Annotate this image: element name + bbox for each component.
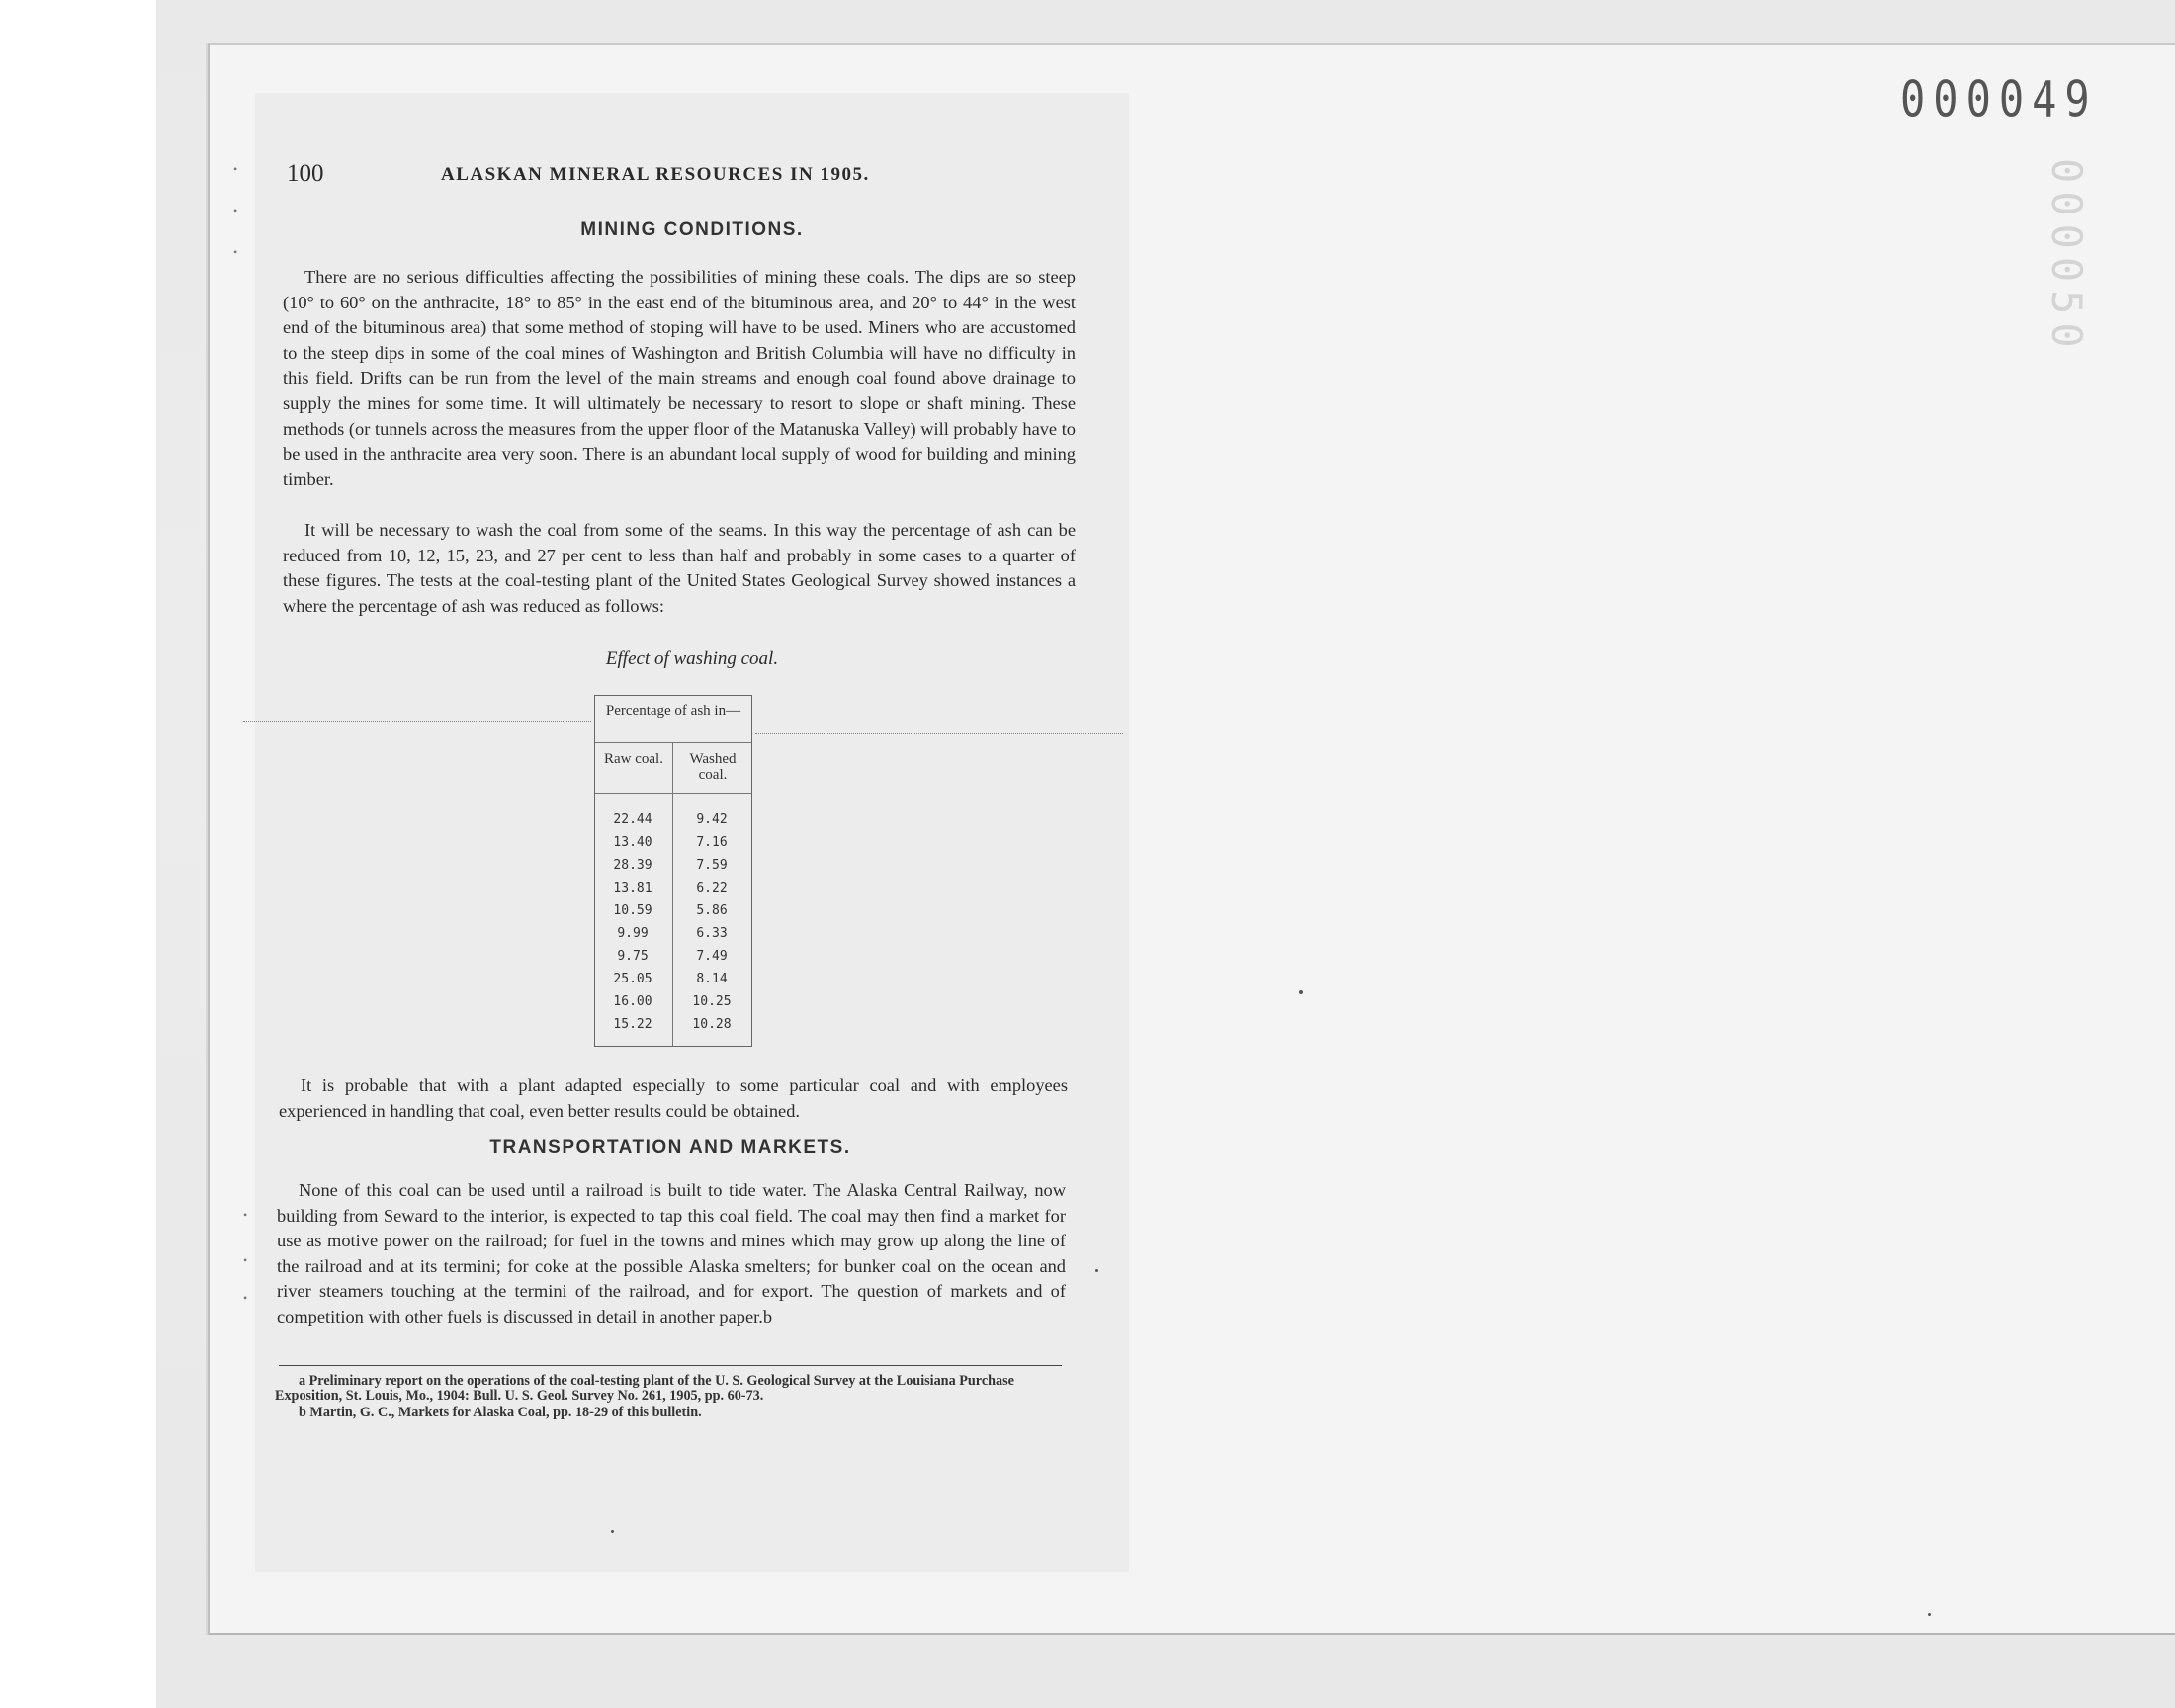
footnote-a: a Preliminary report on the operations of the coal-testing plant of the U. S. Geological Survey at the Louisiana Purchase Exposition, St. Louis, Mo., 1904: Bull. U. S. Geol. Survey No. 261, 1905, pp. 60-73. [275,1373,1014,1404]
table-cell-raw: 13.40 [613,835,652,850]
column-header-raw: Raw coal. [604,751,663,767]
footnote-b: b Martin, G. C., Markets for Alaska Coal, pp. 18-29 of this bulletin. [299,1405,702,1420]
table-cell-washed: 6.22 [696,881,728,896]
table-cell-raw: 15.22 [613,1017,652,1032]
running-title: ALASKAN MINERAL RESOURCES IN 1905. [441,164,870,185]
table-cell-raw: 28.39 [613,858,652,873]
table-column-divider [672,743,673,1046]
scan-speck [611,1530,614,1533]
table-cell-washed: 6.33 [696,926,728,941]
page-number: 100 [287,160,324,187]
paragraph-mining-1: There are no serious difficulties affecting the possibilities of mining these coals. The dips are so steep (10° to 60° on the anthracite, 18° to 85° in the east end of the bituminous area, and 20° to 44° in the west end of the bituminous area) that some method of stoping will have to be used. Miners who are accustomed to the steep dips in some of the coal mines of Washington and British Columbia will have no difficulty in this field. Drifts can be run from the level of the main streams and enough coal found above drainage to supply the mines for some time. It will ultimately be necessary to resort to slope or shaft mining. These methods (or tunnels across the measures from the upper floor of the Matanuska Valley) will probably have to be used in the anthracite area very soon. There is an abundant local supply of wood for building and mining timber. [283,267,1076,489]
table-cell-washed: 5.86 [696,903,728,918]
table-cell-raw: 9.75 [617,949,649,964]
table-cell-raw: 10.59 [613,903,652,918]
table-group-header: Percentage of ash in— [595,696,751,743]
left-margin-strip [0,0,156,1708]
section-heading-transport: TRANSPORTATION AND MARKETS. [489,1137,851,1157]
table-caption: Effect of washing coal. [605,648,779,669]
section-heading-mining: MINING CONDITIONS. [580,219,804,240]
scan-speck [1299,990,1303,994]
margin-mark: • [233,204,238,217]
archive-stamp-number: 000049 [1900,70,2098,128]
table-cell-washed: 7.16 [696,835,728,850]
table-cell-raw: 16.00 [613,994,652,1009]
table-cell-washed: 7.49 [696,949,728,964]
scan-speck [1928,1613,1931,1616]
scan-speck [1095,1269,1098,1272]
table-header-rule [595,793,751,794]
table-cell-washed: 9.42 [696,812,728,827]
column-header-washed: Washed coal. [689,751,737,783]
table-cell-raw: 25.05 [613,972,652,986]
paragraph-after-table: It is probable that with a plant adapted especially to some particular coal and with employees experienced in handling that coal, even better results could be obtained. [279,1075,1068,1121]
bleed-through-stamp: 000050 [2043,158,2091,356]
scan-dotted-line-left [243,721,591,722]
table-cell-raw: 9.99 [617,926,649,941]
table-cell-washed: 10.25 [692,994,732,1009]
table-cell-raw: 13.81 [613,881,652,896]
paragraph-transport: None of this coal can be used until a railroad is built to tide water. The Alaska Central Railway, now building from Seward to the interior, is expected to tap this coal field. The coal may then find a market for use as motive power on the railroad; for fuel in the towns and mines which may grow up along the line of the railroad and at its termini; for coke at the possible Alaska smelters; for bunker coal on the ocean and river steamers touching at the termini of the railroad, and for export. The question of markets and of competition with other fuels is discussed in detail in another paper.b [277,1180,1066,1326]
margin-mark: • [243,1253,248,1267]
table-cell-washed: 8.14 [696,972,728,986]
running-head [287,160,1078,192]
paragraph-mining-2: It will be necessary to wash the coal from some of the seams. In this way the percentage of ash can be reduced from 10, 12, 15, 23, and 27 per cent to less than half and probably in some cases to a quarter of these figures. The tests at the coal-testing plant of the United States Geological Survey showed instances a where the percentage of ash was reduced as follows: [283,520,1076,616]
ash-washing-table [594,695,752,1047]
scan-dotted-line-right [755,733,1123,734]
table-cell-washed: 10.28 [692,1017,732,1032]
footnote-rule [279,1365,1062,1366]
margin-mark: • [243,1291,248,1305]
table-cell-raw: 22.44 [613,812,652,827]
margin-mark: • [233,245,238,259]
margin-mark: • [233,162,238,176]
margin-mark: • [243,1208,248,1222]
table-cell-washed: 7.59 [696,858,728,873]
